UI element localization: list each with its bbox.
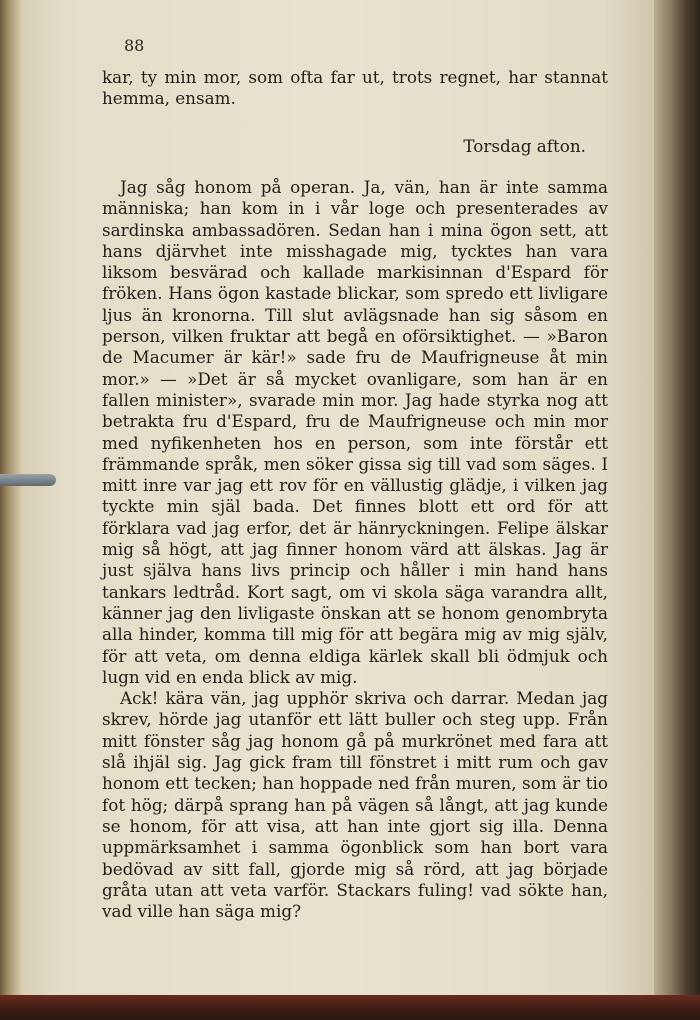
- book-spine: [0, 0, 22, 1020]
- opening-lines: kar, ty min mor, som ofta far ut, trots regnet, har stannat hemma, ensam.: [102, 67, 608, 109]
- page-number: 88: [124, 36, 145, 55]
- text-block-top: [102, 67, 608, 110]
- dateline: Torsdag afton.: [463, 136, 586, 156]
- paragraph-2: Ack! kära vän, jag upphör skriva och darrar. Medan jag skrev, hörde jag utanför ett lätt buller och steg upp. Från mitt fönster såg jag honom gå på murkrönet med fara att slå ihjäl sig. Jag gick fram till fönstret i mitt rum och gav honom ett tecken; han hoppade ned från muren, som är tio fot hög; därpå sprang han på vägen så långt, att jag kunde se honom, för att visa, att han inte gjort sig illa. Denna uppmärksamhet i samma ögonblick som han bort vara bedövad av sitt fall, gjorde mig så rörd, att jag började gråta utan att veta varför. Stackars fuling! vad sökte han, vad ville han säga mig?: [102, 688, 608, 922]
- book-cover-edge: [0, 995, 700, 1020]
- text-block-main: [102, 177, 608, 922]
- paragraph-1: Jag såg honom på operan. Ja, vän, han är inte samma människa; han kom in i vår loge och presenterades av sardinska ambassadören. Sedan han i mina ögon sett, att hans djärvhet inte misshagade mig, tycktes han vara liksom besvärad och kallade markisinnan d'Espard för fröken. Hans ögon kastade blickar, som spredo ett livligare ljus än kronorna. Till slut avlägsnade han sig såsom en person, vilken fruktar att begå en oförsiktighet. — »Baron de Macumer är kär!» sade fru de Maufrigneuse åt min mor.» — »Det är så mycket ovanligare, som han är en fallen minister», svarade min mor. Jag hade styrka nog att betrakta fru d'Espard, fru de Maufrigneuse och min mor med nyfikenheten hos en person, som inte förstår ett främmande språk, men söker gissa sig till vad som säges. I mitt inre var jag ett rov för en vällustig glädje, i vilken jag tyckte min själ bada. Det finnes blott ett ord för att förklara vad jag erfor, det är hänryckningen. Felipe älskar mig så högt, att jag finner honom värd att älskas. Jag är just själva hans livs princip och håller i min hand hans tankars ledtråd. Kort sagt, om vi skola säga varandra allt, känner jag den livligaste önskan att se honom genombryta alla hinder, komma till mig för att begära mig av mig själv, för att veta, om denna eldiga kärlek skall bli ödmjuk och lugn vid en enda blick av mig.: [102, 177, 608, 687]
- bookmark-clip: [0, 474, 56, 486]
- page-edge: [654, 0, 700, 1000]
